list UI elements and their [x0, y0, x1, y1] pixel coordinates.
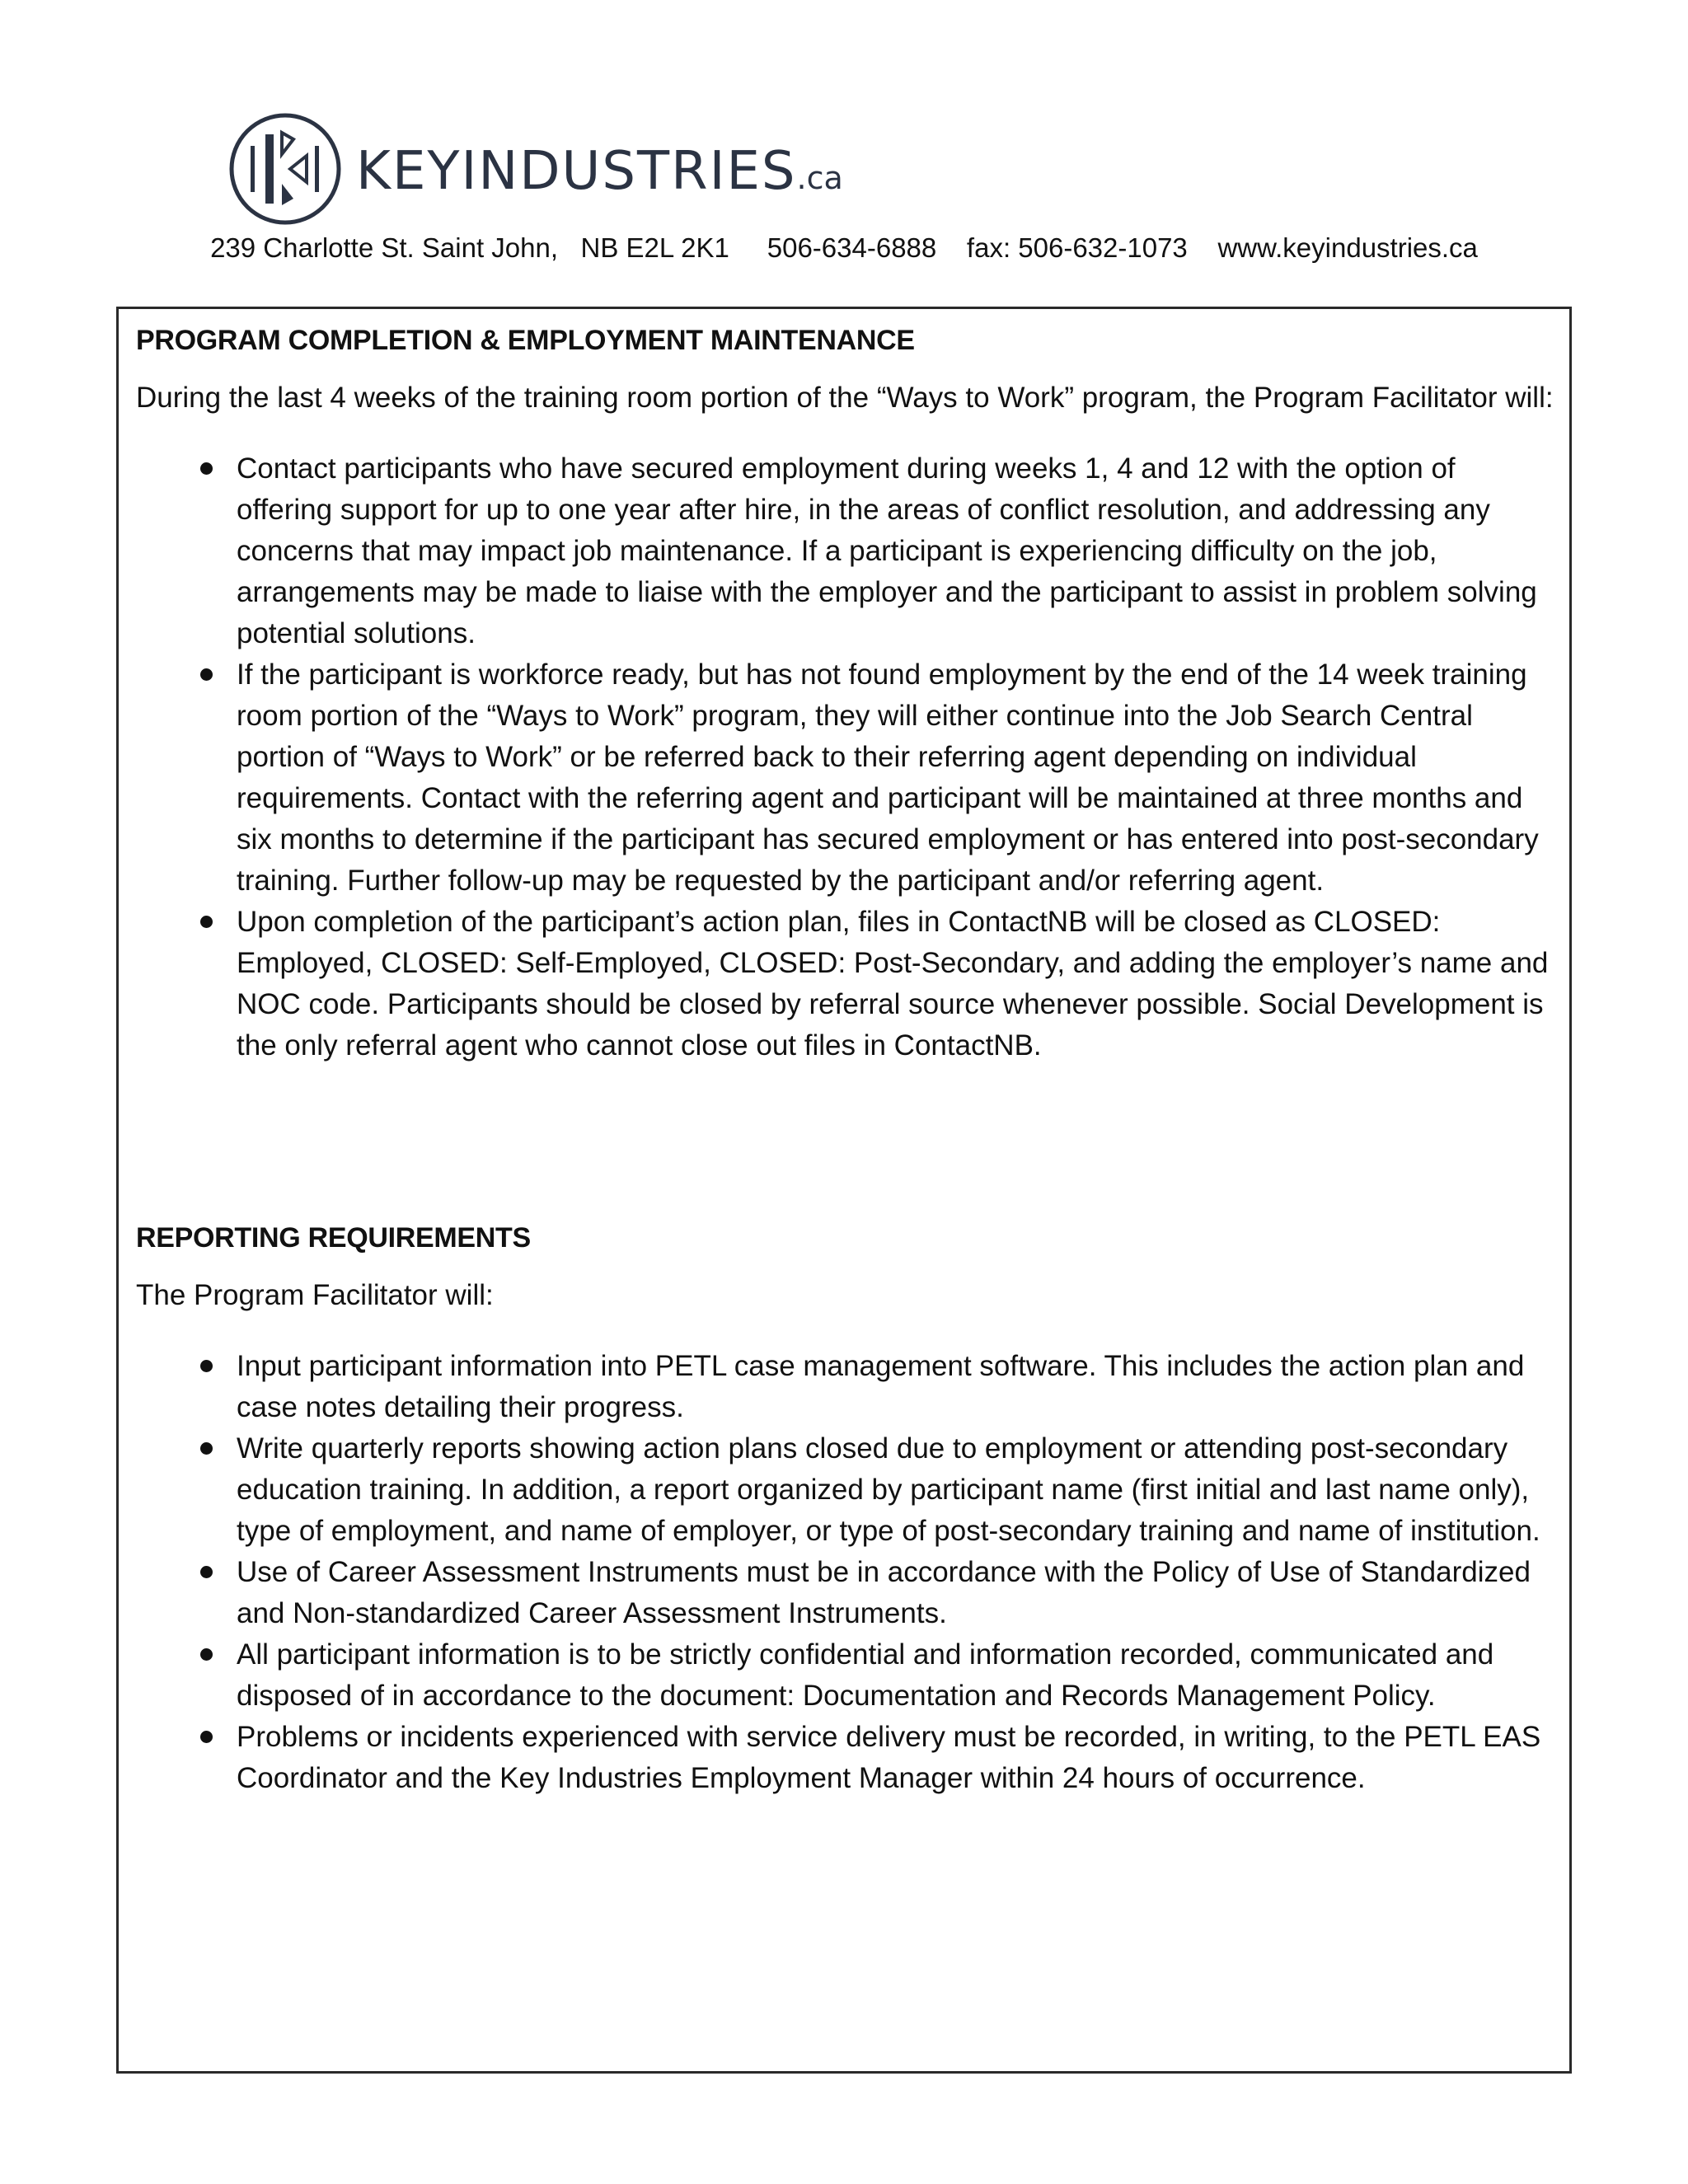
logo-wordmark — [356, 141, 843, 202]
list-item — [136, 1428, 1554, 1552]
list-item — [136, 448, 1554, 654]
key-industries-logo-icon — [227, 111, 343, 227]
bullet-icon — [200, 1566, 213, 1578]
list-item-text: Problems or incidents experienced with service delivery must be recorded, in writing, to the PETL EAS Coordinator and the Key Industries Employment Manager within 24 hours of occurrence. — [237, 1721, 1541, 1794]
list-item — [136, 1346, 1554, 1428]
section-title-program-completion: PROGRAM COMPLETION & EMPLOYMENT MAINTENANCE — [136, 325, 915, 356]
bullet-icon — [200, 462, 213, 475]
list-item-text: Input participant information into PETL case management software. This includes the action plan and case notes detailing their progress. — [237, 1350, 1525, 1423]
bullet-icon — [200, 1442, 213, 1455]
program-completion-list — [136, 448, 1554, 1066]
list-item — [136, 1717, 1554, 1799]
company-logo — [227, 107, 843, 231]
logo-suffix: .ca — [796, 160, 843, 196]
list-item-text: If the participant is workforce ready, but has not found employment by the end of the 14 week training room portion of the “Ways to Work” program, they will either continue into the Job Search Central portion of “Ways to Work” or be referred back to their referring agent depending on individual requirements. Contact with the referring agent and participant will be maintained at three months and six months to determine if the participant has secured employment or has entered into post-secondary training. Further follow-up may be requested by the participant and/or referring agent. — [237, 658, 1539, 897]
bullet-icon — [200, 1360, 213, 1372]
contact-address-line: 239 Charlotte St. Saint John, NB E2L 2K1 506-634-6888 fax: 506-632-1073 www.keyindustries.ca — [210, 232, 1478, 263]
bullet-icon — [200, 1731, 213, 1743]
reporting-requirements-list — [136, 1346, 1554, 1799]
list-item — [136, 902, 1554, 1066]
list-item — [136, 1634, 1554, 1717]
bullet-icon — [200, 1648, 213, 1661]
program-completion-section — [136, 320, 1554, 1066]
section-intro-reporting-requirements: The Program Facilitator will: — [136, 1279, 494, 1311]
section-title-reporting-requirements: REPORTING REQUIREMENTS — [136, 1222, 531, 1254]
reporting-requirements-section — [136, 1217, 1554, 1799]
bullet-icon — [200, 916, 213, 928]
list-item — [136, 1552, 1554, 1634]
list-item-text: Contact participants who have secured employment during weeks 1, 4 and 12 with the option of offering support for up to one year after hire, in the areas of conflict resolution, and addressing any concerns that may impact job maintenance. If a participant is experiencing difficulty on the job, arrangements may be made to liaise with the employer and the participant to assist in problem solving potential solutions. — [237, 452, 1537, 649]
section-intro-program-completion: During the last 4 weeks of the training room portion of the “Ways to Work” program, the Program Facilitator will: — [136, 382, 1554, 414]
list-item-text: Use of Career Assessment Instruments must be in accordance with the Policy of Use of Standardized and Non-standardized Career Assessment Instruments. — [237, 1556, 1531, 1629]
list-item-text: Write quarterly reports showing action plans closed due to employment or attending post-secondary education training. In addition, a report organized by participant name (first initial and last name only), type of employment, and name of employer, or type of post-secondary training and name of institution. — [237, 1432, 1540, 1547]
logo-name: KEYINDUSTRIES — [356, 141, 797, 202]
bullet-icon — [200, 668, 213, 681]
list-item — [136, 654, 1554, 902]
list-item-text: All participant information is to be strictly confidential and information recorded, communicated and disposed of in accordance to the document: Documentation and Records Management Policy. — [237, 1638, 1494, 1712]
list-item-text: Upon completion of the participant’s action plan, files in ContactNB will be closed as CLOSED: Employed, CLOSED: Self-Employed, CLOSED: Post-Secondary, and adding the employer’s name and NOC code. Participants should be closed by referral source whenever possible. Social Development is the only referral agent who cannot close out files in ContactNB. — [237, 906, 1549, 1062]
